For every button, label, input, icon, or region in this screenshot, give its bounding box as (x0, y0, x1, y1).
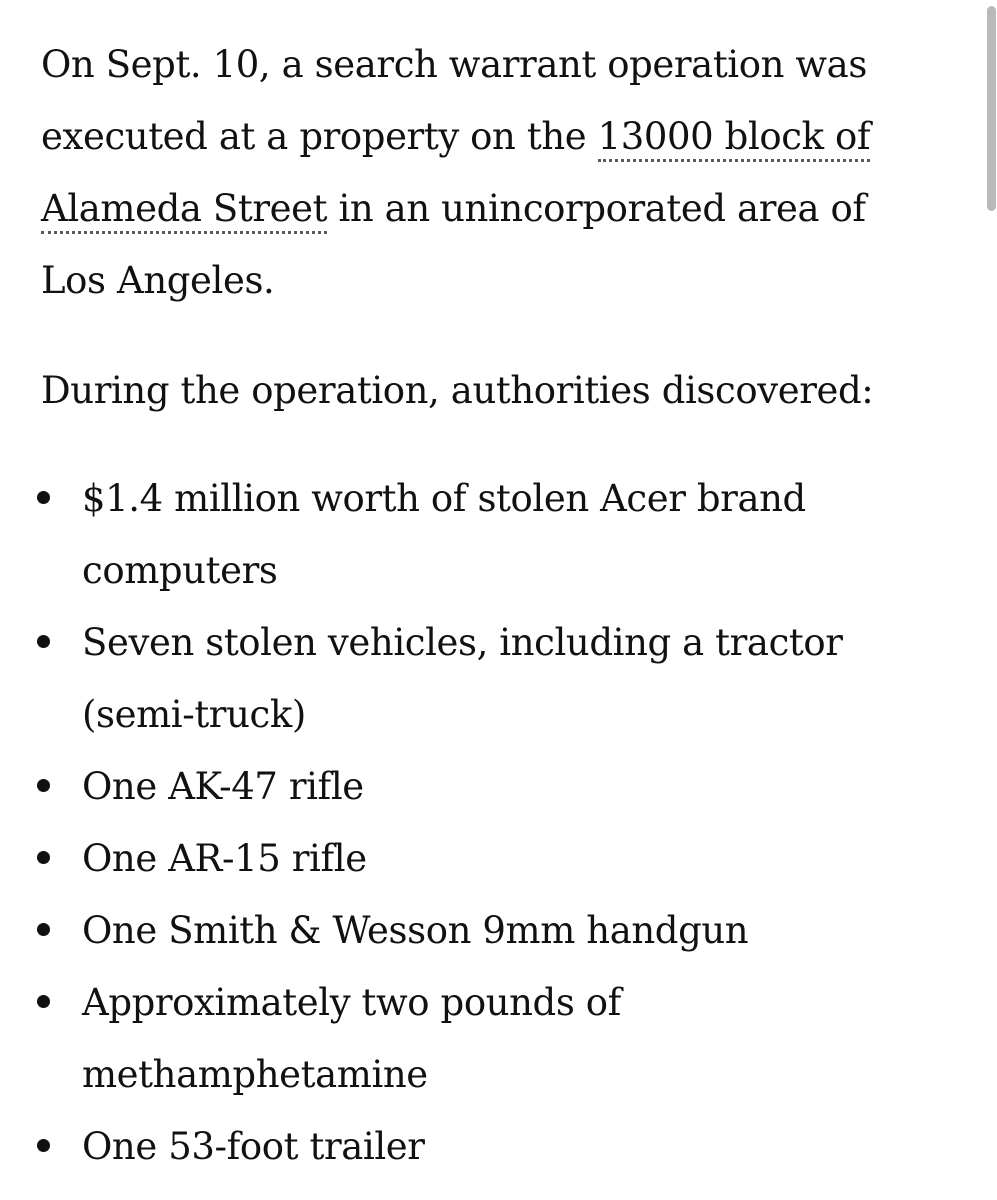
list-item-text: One 53-foot trailer (82, 1125, 425, 1168)
list-item (41, 895, 932, 967)
list-item-text: $1.4 million worth of stolen Acer brand computers (82, 477, 806, 592)
list-item (41, 823, 932, 895)
article-body (41, 29, 941, 1183)
list-item (41, 1111, 932, 1183)
vertical-scrollbar[interactable] (983, 0, 997, 1200)
location-link[interactable]: 13000 block of Alameda Street (41, 115, 870, 234)
bullet-icon (37, 995, 50, 1008)
bullet-icon (37, 923, 50, 936)
paragraph-text-before-link: On Sept. 10, a search warrant operation was executed at a property on the (41, 43, 867, 158)
list-item (41, 463, 932, 607)
list-item-text: One AR-15 rifle (82, 837, 367, 880)
bullet-icon (37, 635, 50, 648)
list-item (41, 607, 932, 751)
list-item-text: One AK-47 rifle (82, 765, 364, 808)
bullet-icon (37, 851, 50, 864)
scrollbar-thumb[interactable] (987, 6, 996, 211)
bullet-icon (37, 1139, 50, 1152)
list-item (41, 751, 932, 823)
list-item (41, 967, 932, 1111)
bullet-icon (37, 779, 50, 792)
bullet-icon (37, 491, 50, 504)
list-item-text: Seven stolen vehicles, including a tractor (semi-truck) (82, 621, 843, 736)
paragraph-text-after-link: in an unincorporated area of Los Angeles. (41, 187, 866, 302)
list-item-text: One Smith & Wesson 9mm handgun (82, 909, 749, 952)
paragraph-search-warrant (41, 29, 921, 317)
paragraph-discoveries-intro: During the operation, authorities discovered: (41, 369, 874, 412)
discoveries-list (41, 463, 941, 1183)
list-item-text: Approximately two pounds of methamphetamine (82, 981, 621, 1096)
